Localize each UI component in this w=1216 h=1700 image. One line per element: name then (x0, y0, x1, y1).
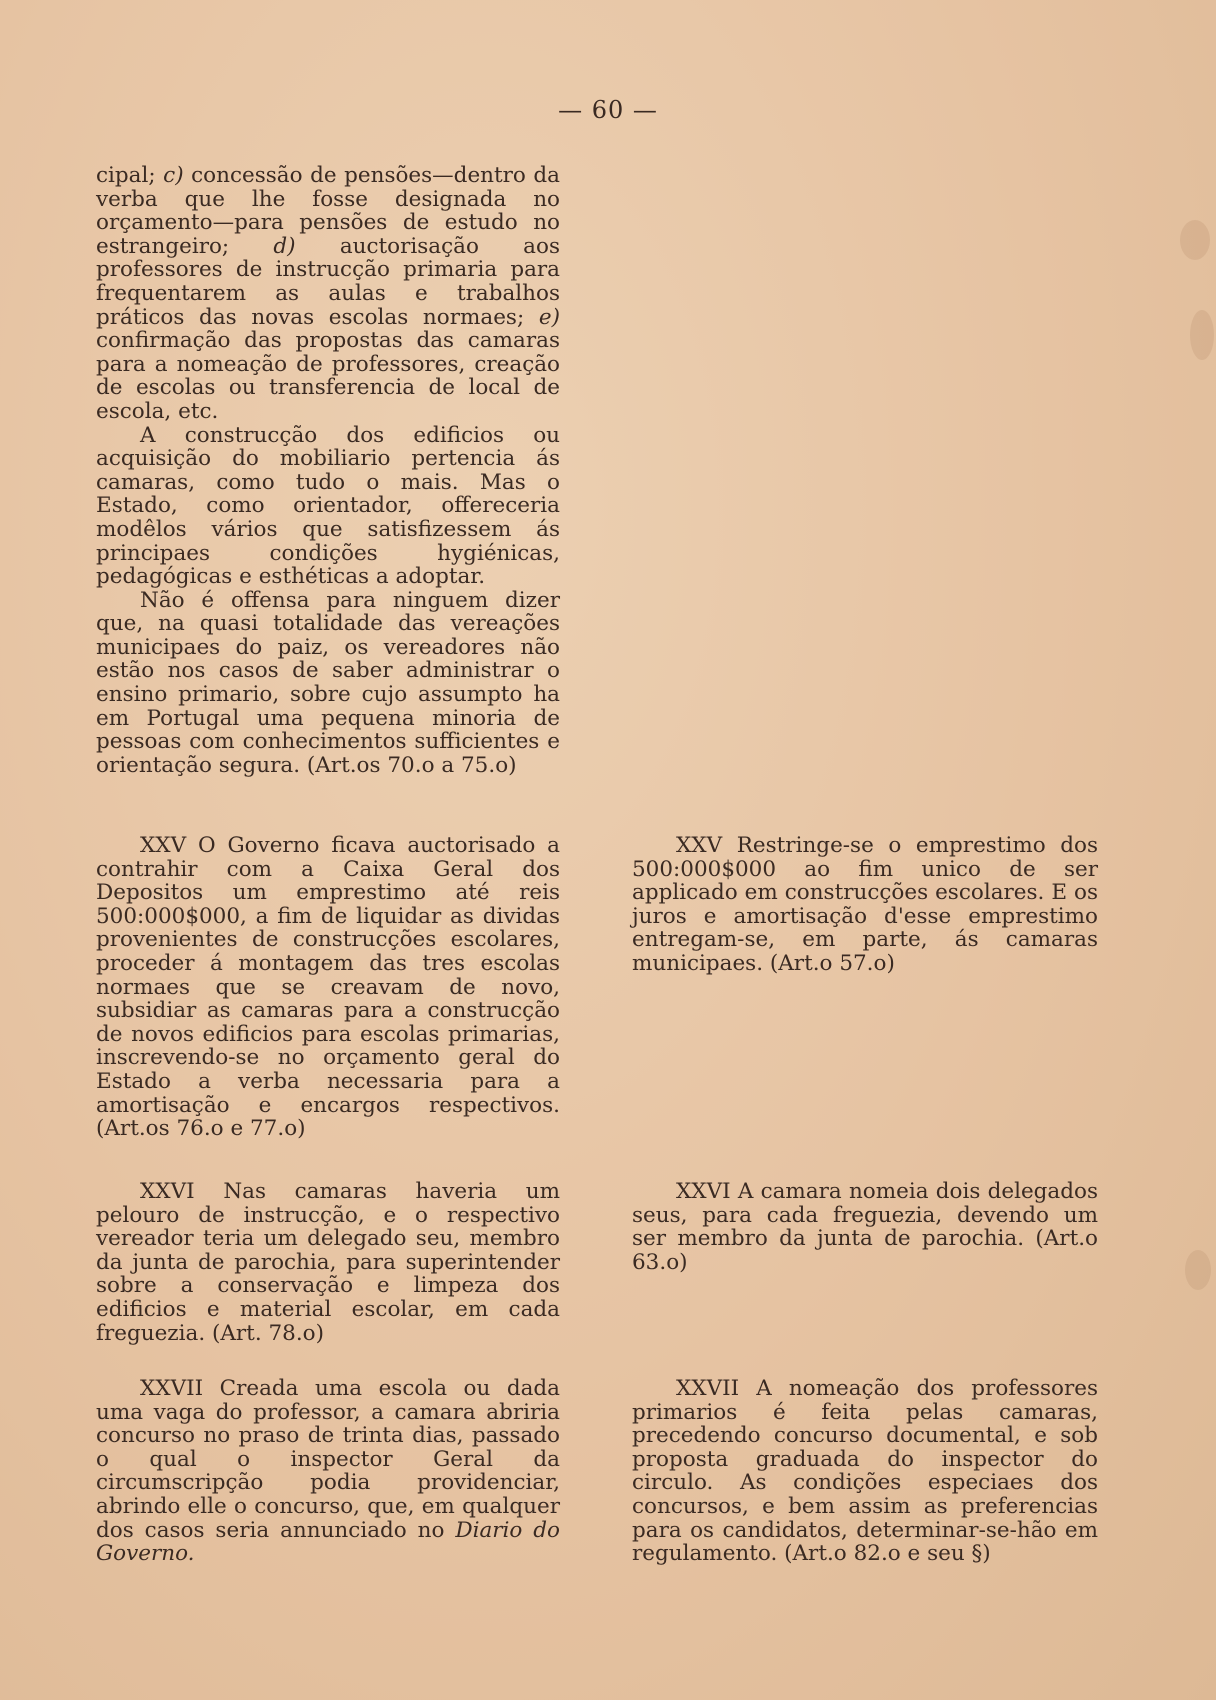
article-xxvii-right: XXVII A nomeação dos professores primarios é feita pelas camaras, precedendo concurso documental, e sob proposta graduada do inspector do circulo. As condições especiaes dos concursos, e bem assim as preferencias para os candidatos, determinar-se-hão em regulamento. (Art.o 82.o e seu §) (632, 1376, 1098, 1567)
intro-text: cipal; (96, 163, 164, 188)
paragraph-construccao: A construcção dos edificios ou acquisição do mobiliario pertencia ás camaras, como tudo o mais. Mas o Estado, como orientador, offereceria modêlos vários que satisfizessem ás principaes condições hygiénicas, pedagógicas e esthéticas a adoptar. (96, 422, 560, 590)
paper-stain (1180, 220, 1210, 260)
diario-do-governo: Diario do Governo. (96, 1517, 560, 1567)
intro-text: concessão de pensões—dentro da verba que lhe fosse designada no orçamento—para pensões de estudo no estrangeiro; (96, 163, 560, 259)
left-column-intro (96, 164, 560, 777)
item-e-marker: e) (538, 304, 560, 330)
left-article-xxvi (96, 1180, 560, 1345)
right-article-xxvi (632, 1180, 1098, 1274)
item-c-marker: c) (163, 163, 184, 188)
left-article-xxvii (96, 1377, 560, 1566)
article-xxvi-left: XXVI Nas camaras haveria um pelouro de instrucção, e o respectivo vereador teria um delegado seu, membro da junta de parochia, para superintender sobre a conservação e limpeza dos edificios e material escolar, em cada freguezia. (Art. 78.o) (96, 1179, 560, 1346)
article-xxv-left: XXV O Governo ficava auctorisado a contrahir com a Caixa Geral dos Depositos um emprestimo até reis 500:000$000, a fim de liquidar as dividas provenientes de construcções escolares, proceder á montagem das tres escolas normaes que se creavam de novo, subsidiar as camaras para a construcção de novos edificios para escolas primarias, inscrevendo-se no orçamento geral do Estado a verba necessaria para a amortisação e encargos respectivos. (Art.os 76.o e 77.o) (96, 833, 560, 1142)
article-xxvi-right: XXVI A camara nomeia dois delegados seus, para cada freguezia, devendo um ser membro da junta de parochia. (Art.o 63.o) (632, 1179, 1098, 1275)
right-article-xxv (632, 834, 1098, 976)
intro-text: confirmação das propostas das camaras para a nomeação de professores, creação de escolas ou transferencia de local de escola, etc. (96, 328, 560, 424)
article-xxv-right: XXV Restringe-se o emprestimo dos 500:000$000 ao fim unico de ser applicado em construcções escolares. E os juros e amortisação d'esse emprestimo entregam-se, em parte, ás camaras municipaes. (Art.o 57.o) (632, 833, 1098, 976)
item-d-marker: d) (273, 233, 296, 259)
intro-text: auctorisação aos professores de instrucção primaria para frequentarem as aulas e trabalhos práticos das novas escolas normaes; (96, 233, 560, 330)
article-xxvii-text: XXVII Creada uma escola ou dada uma vaga do professor, a camara abriria concurso no praso de trinta dias, passado o qual o inspector Geral da circumscripção podia providenciar, abrindo elle o concurso, que, em qualquer dos casos seria annunciado no (96, 1376, 560, 1543)
paper-stain (1190, 310, 1214, 360)
right-article-xxvii (632, 1377, 1098, 1566)
left-article-xxv (96, 834, 560, 1141)
paper-stain (1185, 1250, 1211, 1290)
paragraph-offensa: Não é offensa para ninguem dizer que, na quasi totalidade das vereações municipaes do paiz, os vereadores não estão nos casos de saber administrar o ensino primario, sobre cujo assumpto ha em Portugal uma pequena minoria de pessoas com conhecimentos sufficientes e orientação segura. (Art.os 70.o a 75.o) (96, 587, 560, 778)
article-xxvii-left (96, 1377, 560, 1566)
page-number: — 60 — (558, 96, 658, 124)
intro-paragraph (96, 164, 560, 424)
